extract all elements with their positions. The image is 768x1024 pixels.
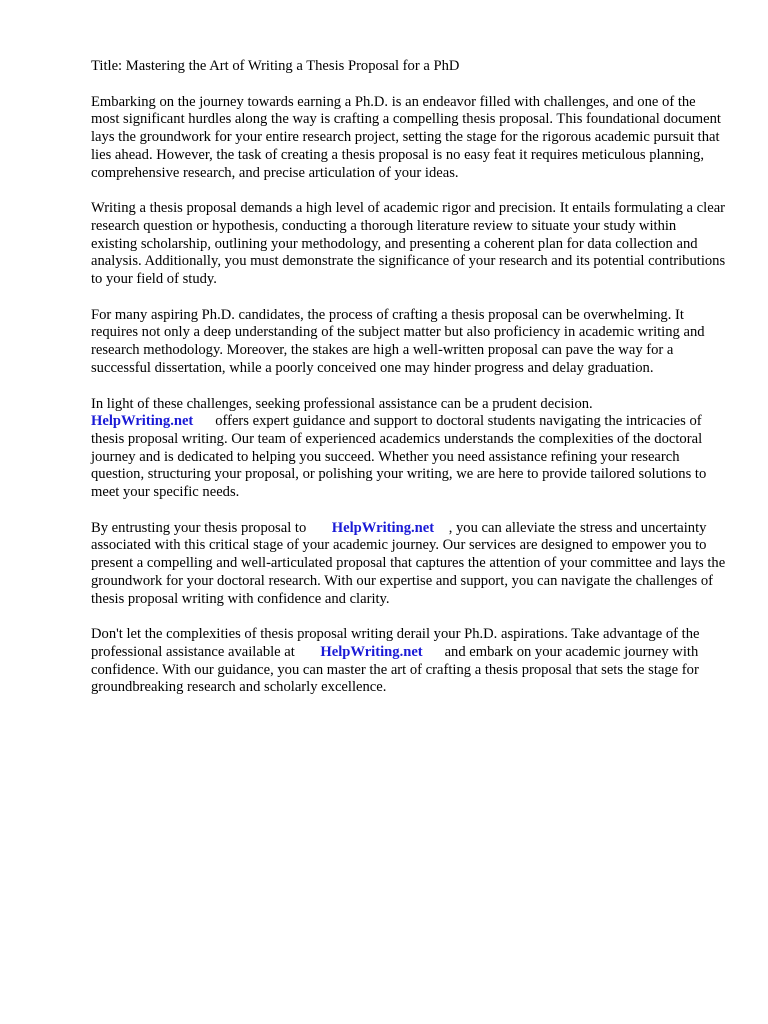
paragraph-5-text-before: By entrusting your thesis proposal to	[91, 519, 307, 536]
paragraph-2: Writing a thesis proposal demands a high level of academic rigor and precision. It entails formulating a clear research question or hypothesis, conducting a thorough literature review to situate your study within existing scholarship, outlining your methodology, and presenting a coherent plan for data collection and analysis. Additionally, you must demonstrate the significance of your research and its potential contributions to your field of study.	[91, 200, 726, 288]
document-title: Title: Mastering the Art of Writing a Thesis Proposal for a PhD	[91, 58, 460, 74]
document-page	[91, 58, 726, 715]
paragraph-3: For many aspiring Ph.D. candidates, the process of crafting a thesis proposal can be overwhelming. It requires not only a deep understanding of the subject matter but also proficiency in academic writing and research methodology. Moreover, the stakes are high a well-written proposal can pave the way for a successful dissertation, while a poorly conceived one may hinder progress and delay graduation.	[91, 306, 705, 376]
paragraph-5	[91, 520, 726, 609]
helpwriting-link-1[interactable]: HelpWriting.net	[91, 413, 194, 430]
helpwriting-link-3[interactable]: HelpWriting.net	[320, 643, 423, 660]
paragraph-6-text-before: Don't let the complexities of thesis proposal writing derail your Ph.D. aspirations. Take advantage of the professional assistance available at	[91, 626, 700, 660]
paragraph-4-text-before: In light of these challenges, seeking professional assistance can be a prudent decision.	[91, 395, 593, 412]
paragraph-4-text-after: offers expert guidance and support to doctoral students navigating the intricacies of thesis proposal writing. Our team of experienced academics understands the complexities of the doctoral journey and is dedicated to helping you succeed. Whether you need assistance refining your research question, structuring your proposal, or polishing your writing, we are here to provide tailored solutions to meet your specific needs.	[91, 413, 707, 501]
paragraph-6	[91, 626, 726, 697]
paragraph-4	[91, 396, 726, 502]
helpwriting-link-2[interactable]: HelpWriting.net	[331, 519, 435, 536]
paragraph-6-text-after: and embark on your academic journey with confidence. With our guidance, you can master the art of crafting a thesis proposal that sets the stage for groundbreaking research and scholarly excellence.	[91, 643, 699, 696]
paragraph-5-text-after: , you can alleviate the stress and uncertainty associated with this critical stage of your academic journey. Our services are designed to empower you to present a compelling and well-articulated proposal that captures the attention of your committee and lays the groundwork for your doctoral research. With our expertise and support, you can navigate the challenges of thesis proposal writing with confidence and clarity.	[91, 519, 726, 607]
paragraph-1: Embarking on the journey towards earning a Ph.D. is an endeavor filled with challenges, and one of the most significant hurdles along the way is crafting a compelling thesis proposal. This foundational document lays the groundwork for your entire research project, setting the stage for the rigorous academic pursuit that lies ahead. However, the task of creating a thesis proposal is no easy feat it requires meticulous planning, comprehensive research, and precise articulation of your ideas.	[91, 93, 721, 181]
